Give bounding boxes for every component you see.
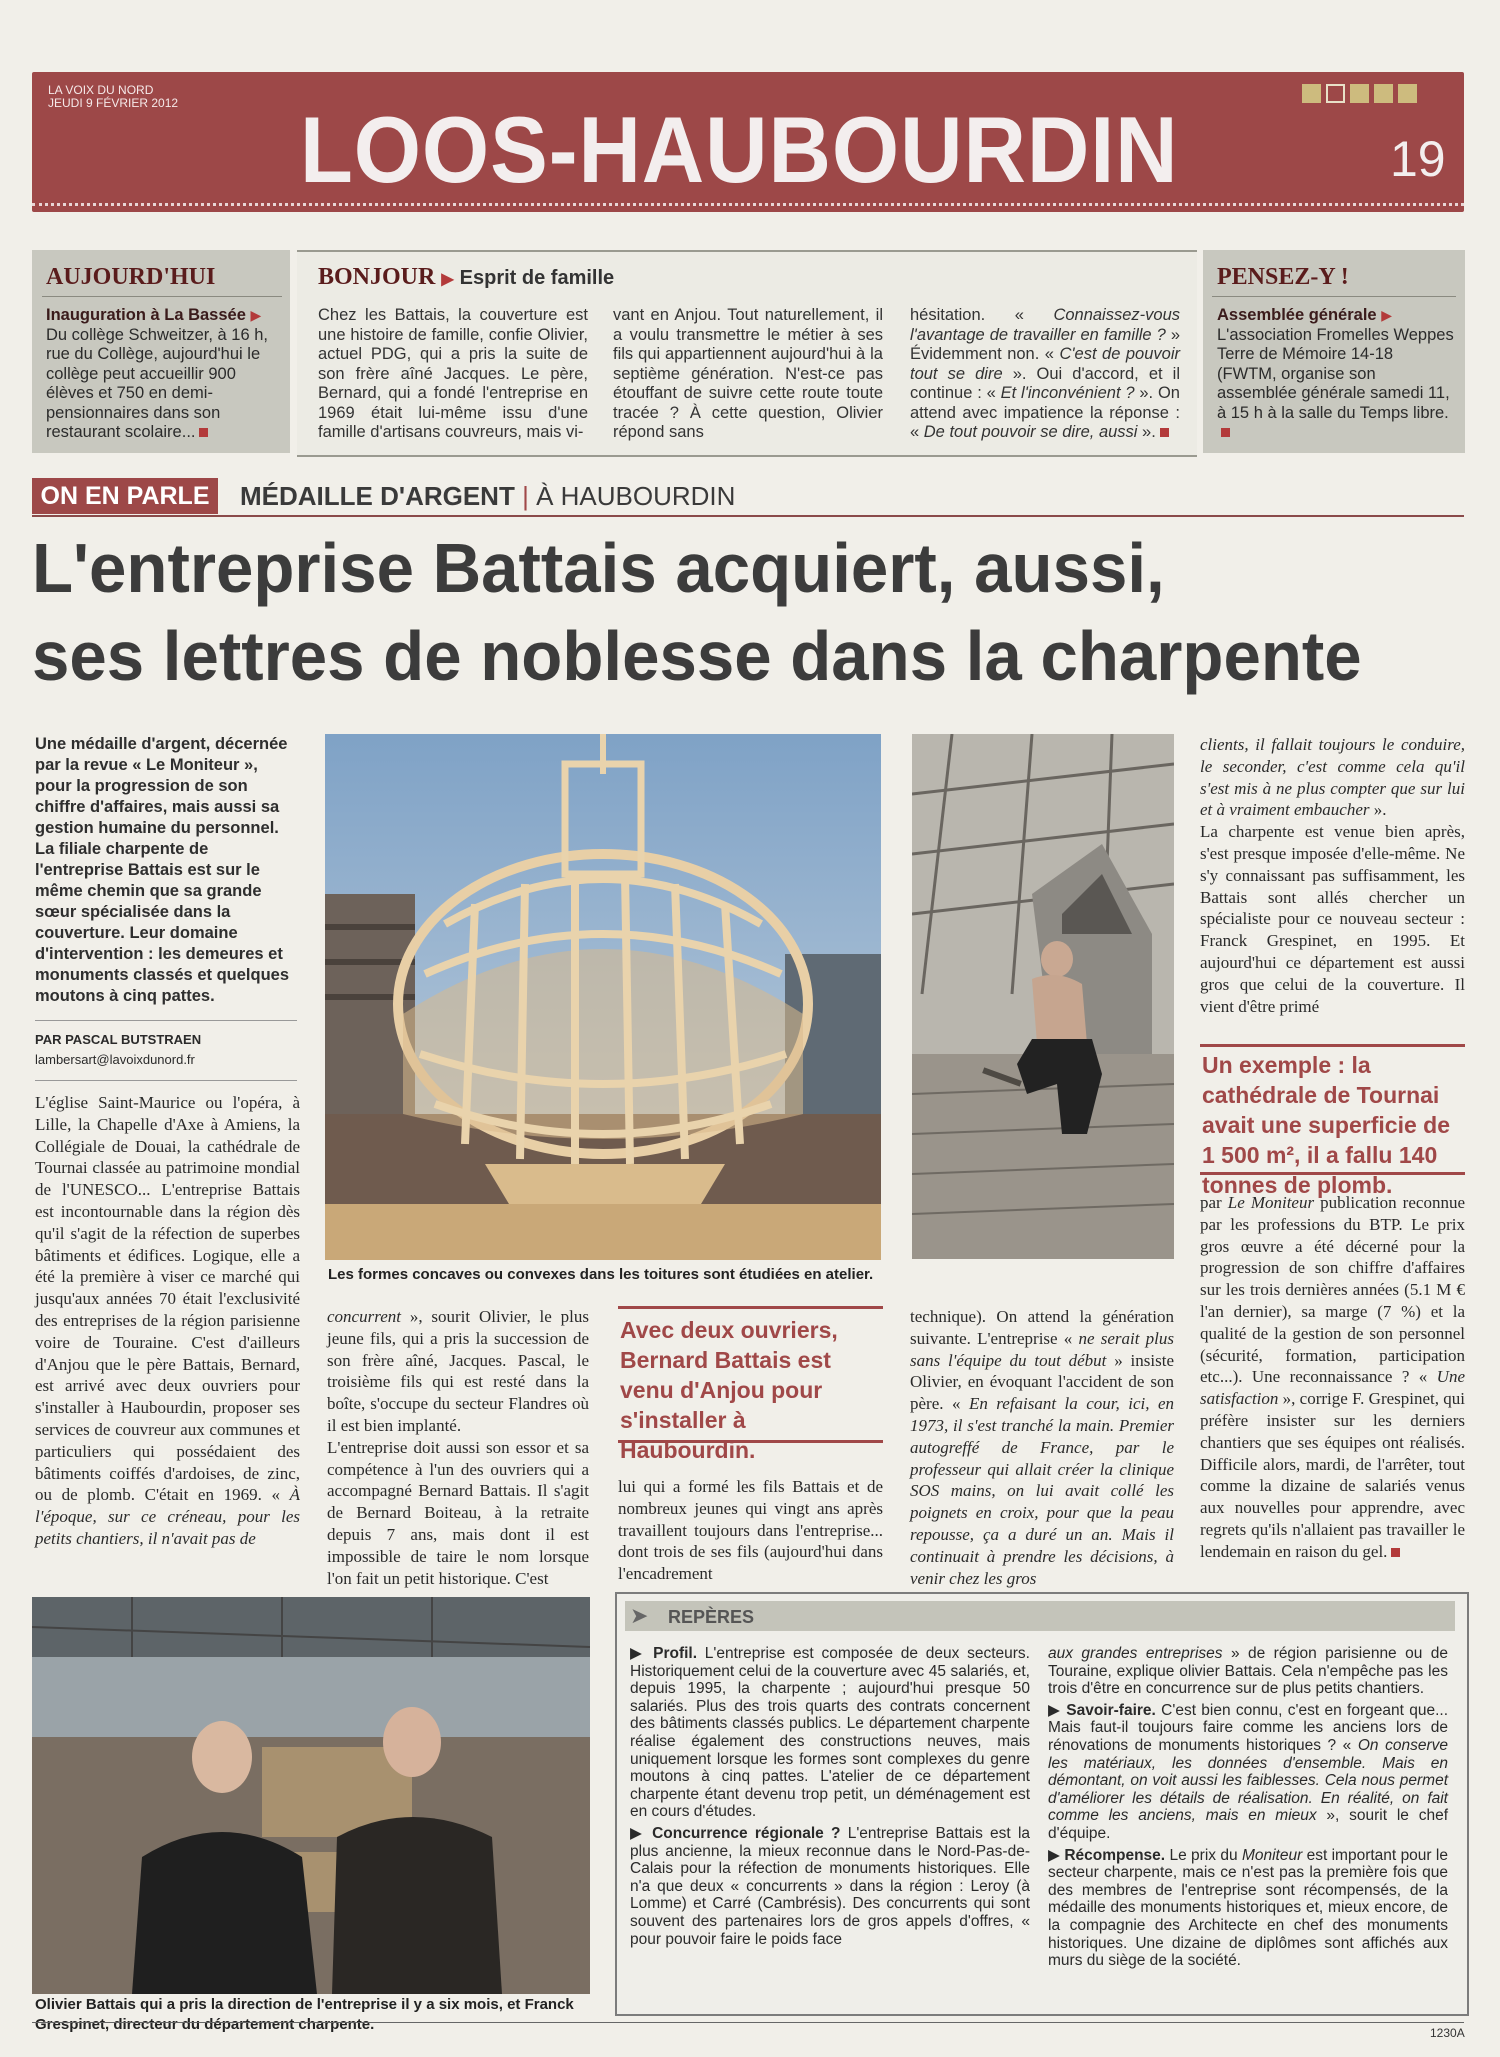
article-col-2: concurrent », sourit Olivier, le plus jeune fils, qui a pris la succession de son frère aîné, Jacques. Pascal, le troisième fils qui est resté dans la boîte, s'occupe du secteur Flandres où il est bien implanté. L'entreprise doit aussi son essor et sa compétence à l'un des ouvriers qui a accompagné Bernard Battais. Il s'agit de Bernard Boiteau, à la retraite depuis 7 ans, mais dont il est impossible de taire le nom lorsque l'on fait un petit historique. C'est	[327, 1307, 589, 1588]
page-number: 19	[1390, 131, 1446, 187]
pull-quote-2: Un exemple : la cathédrale de Tournai avait une superficie de 1 500 m², il a fallu 140 tonnes de plomb.	[1202, 1052, 1450, 1198]
article-lead: Une médaille d'argent, décernée par la revue « Le Moniteur », pour la progression de son chiffre d'affaires, mais aussi sa gestion humaine du personnel. La filiale charpente de l'entreprise Battais est sur le même chemin que sa grande sœur spécialisée dans la couverture. Leur domaine d'intervention : les demeures et monuments classés et quelques moutons à cinq pattes.	[35, 735, 290, 1005]
article-headline: L'entreprise Battais acquiert, aussi, ses lettres de noblesse dans la charpente	[32, 529, 1362, 695]
reperes-col-2: aux grandes entreprises » de région parisienne ou de Touraine, explique olivier Battais. Cela n'empêche pas les trois d'être en concurrence sur de plus petits chantiers. ▶ Savoir-faire. C'est bien connu, c'est en forgeant que... Mais faut-il toujours faire comme les anciens lors de rénovations de monuments historiques ? « On conserve les matériaux, les données d'ensemble. Mais en démontant, on voit aussi les faiblesses. Cela nous permet d'améliorer les détails de réalisation. En réalité, on fait comme les anciens, mais en mieux », sourit le chef d'équipe. ▶ Récompense. Le prix du Moniteur est important pour le secteur charpente, mais ce n'est pas la première fois que des membres de l'entreprise sont récompensés, de la médaille des monuments historiques et, mieux encore, de la compagnie des Architecte en chef des monuments historiques. Une dizaine de diplômes sont affichés aux murs du siège de la société.	[1048, 1645, 1448, 1970]
newspaper-brand	[48, 84, 178, 110]
article-kicker: MÉDAILLE D'ARGENT | À HAUBOURDIN	[240, 481, 736, 511]
roofer-photo	[912, 734, 1174, 1259]
article-col-6: par Le Moniteur publication reconnue par les professions du BTP. Le prix gros œuvre a été décerné pour la progression de son chiffre d'affaires sur les trois dernières années (5.1 M € l'an dernier), sa marge (7 %) et la qualité de la gestion de son personnel (sécurité, formation, participation etc...). Une reconnaissance ? « Une satisfaction », corrige F. Grespinet, qui préfère insister sur les derniers chantiers que ses équipes ont réalisés. Difficile alors, mardi, de l'arrêter, tout comme la dizaine de salariés venus aux nouvelles pour apprendre, avec regrets qu'ils n'allaient pas travailler le lendemain en raison du gel.	[1200, 1193, 1465, 1561]
reperes-savoir-label: Savoir-faire.	[1066, 1701, 1156, 1719]
reperes-col-1: ▶ Profil. L'entreprise est composée de deux secteurs. Historiquement celui de la couverture avec 45 salariés, et, depuis 1995, la charpente ; aujourd'hui presque 50 salariés. Plus des trois quarts des contrats concernent des bâtiments classés publics. Le département charpente réalise également des constructions neuves, mais uniquement lorsque les formes sont complexes du genre moutons à cinq pattes. L'atelier de ce département charpente étant devenu trop petit, un déménagement est en cours d'études. ▶ Concurrence régionale ? L'entreprise Battais est la plus ancienne, la mieux reconnue dans le Nord-Pas-de-Calais pour la réfection de monuments historiques. Elle n'a que deux « concurrents » dans la région : Leroy (à Lomme) et Carré (Cambrésis). Des concurrents qui sont souvent des partenaires lors de gros appels d'offres, « pour pouvoir faire le poids face	[630, 1645, 1031, 1948]
dome-photo	[325, 734, 881, 1260]
pensez-text: Assemblée générale ▶ L'association Fromelles Weppes Terre de Mémoire 14-18 (FWTM, organise son assemblée générale samedi 11, à 15 h à la salle du Temps libre.	[1217, 306, 1457, 443]
bonjour-col-2: vant en Anjou. Tout naturellement, il a voulu transmettre le métier à ses fils qui appartiennent aujourd'hui à la septième génération. N'est-ce pas étouffant de suivre cette route toute tracée ? À cette question, Olivier répond sans	[613, 306, 883, 441]
page-code: 1230A	[1430, 2026, 1465, 2040]
bonjour-col-3: hésitation. « Connaissez-vous l'avantage de travailler en famille ? » Évidemment non. « C'est de pouvoir tout se dire ». Oui d'accord, et il continue : « Et l'inconvénient ? ». On attend avec impatience la réponse : « De tout pouvoir se dire, aussi ».	[910, 306, 1181, 441]
aujourdhui-body: Du collège Schweitzer, à 16 h, rue du Collège, aujourd'hui le collège peut accueillir 900 élèves et 750 en demi-pensionnaires dans son restaurant scolaire...	[46, 325, 268, 441]
byline-author: PAR PASCAL BUTSTRAEN	[35, 1032, 202, 1047]
pensez-title: PENSEZ-Y !	[1217, 264, 1349, 290]
reperes-title: REPÈRES	[668, 1607, 755, 1627]
arrow-icon: ➤	[630, 1603, 649, 1628]
section-squares	[1302, 84, 1417, 103]
article-col-4: technique). On attend la génération suivante. L'entreprise « ne serait plus sans l'équipe du tout début » insiste Olivier, en évoquant l'accident de son père. « En refaisant la cour, ici, en 1973, il s'est tranché la main. Premier autogreffé de France, par le professeur qui allait créer la clinique SOS mains, on lui avait collé les poignets en croix, pour que la peau repousse, ça a duré un an. Mais il continuait à prendre les décisions, à venir chez les gros	[910, 1307, 1174, 1588]
aujourdhui-text: Inauguration à La Bassée ▶ Du collège Schweitzer, à 16 h, rue du Collège, aujourd'hui le collège peut accueillir 900 élèves et 750 en demi-pensionnaires dans son restaurant scolaire...	[46, 306, 268, 441]
kicker-topic: MÉDAILLE D'ARGENT	[240, 481, 515, 511]
reperes-recompense-label: Récompense.	[1064, 1846, 1166, 1864]
section-title: LOOS-HAUBOURDIN	[300, 97, 1179, 202]
article-col-3: lui qui a formé les fils Battais et de nombreux jeunes qui vingt ans après travaillent toujours dans l'entreprise... dont trois de ses fils (aujourd'hui dans l'encadrement	[618, 1477, 883, 1584]
dome-caption: Les formes concaves ou convexes dans les toitures sont étudiées en atelier.	[328, 1266, 874, 1283]
on-en-parle-tag: ON EN PARLE	[32, 478, 218, 514]
kicker-place: À HAUBOURDIN	[536, 481, 736, 511]
bonjour-title: BONJOUR ▶ Esprit de famille	[318, 264, 615, 290]
pensez-body: L'association Fromelles Weppes Terre de Mémoire 14-18 (FWTM, organise son assemblée générale samedi 11, à 15 h à la salle du Temps libre.	[1217, 325, 1454, 422]
article-col-1: L'église Saint-Maurice ou l'opéra, à Lille, la Chapelle d'Axe à Amiens, la Collégiale de Douai, la cathédrale de Tournai classée au patrimoine mondial de l'UNESCO... L'entreprise Battais est incontournable dans la région dès qu'il s'agit de la réfection de superbes bâtiments et édifices. Logique, elle a été la première à viser ce marché qui jusqu'aux années 70 était l'exclusivité des entreprises de la région parisienne voire de Touraine. C'est d'ailleurs d'Anjou que le père Battais, Bernard, est arrivé avec deux ouvriers pour s'installer à Haubourdin, proposer ses services de couvreur aux communes et particuliers qui possédaient des bâtiments coiffés d'ardoises, de zinc, ou de plomb. C'était en 1969. « À l'époque, sur ce créneau, pour les petits chantiers, il n'avait pas de	[35, 1093, 300, 1548]
byline	[35, 1030, 297, 1070]
portrait-photo	[32, 1597, 590, 1994]
portrait-caption: Olivier Battais qui a pris la direction de l'entreprise il y a six mois, et Franck Grespinet, directeur du département charpente.	[35, 1996, 574, 2033]
bonjour-col-1: Chez les Battais, la couverture est une histoire de famille, confie Olivier, actuel PDG, qui a pris la suite de son frère aîné Jacques. Le père, Bernard, qui a fondé l'entreprise en 1969 était lui-même issu d'une famille d'artisans couvreurs, mais vi-	[318, 306, 588, 441]
newspaper-name: LA VOIX DU NORD	[48, 83, 154, 97]
aujourdhui-title: AUJOURD'HUI	[46, 264, 216, 290]
issue-date: JEUDI 9 FÉVRIER 2012	[48, 96, 179, 110]
reperes-concurrence-label: Concurrence régionale ?	[652, 1824, 841, 1842]
byline-email: lambersart@lavoixdunord.fr	[35, 1052, 195, 1067]
pensez-lead: Assemblée générale	[1217, 306, 1377, 324]
bonjour-subtitle: Esprit de famille	[459, 267, 615, 289]
aujourdhui-lead: Inauguration à La Bassée	[46, 306, 246, 324]
article-col-5: clients, il fallait toujours le conduire, le seconder, c'est comme cela qu'il s'est mis à ne plus compter que sur lui et à vraiment embaucher ». La charpente est venue bien après, s'est presque imposée d'elle-même. Ne s'y connaissant pas suffisamment, les Battais sont allés chercher un spécialiste pour ce nouveau secteur : Franck Grespinet, en 1995. Et aujourd'hui ce département est aussi gros que celui de la couverture. Il vient d'être primé	[1200, 735, 1465, 1016]
pull-quote-1: Avec deux ouvriers, Bernard Battais est venu d'Anjou pour s'installer à Haubourdin.	[620, 1317, 838, 1463]
reperes-profil-label: Profil.	[653, 1645, 698, 1662]
